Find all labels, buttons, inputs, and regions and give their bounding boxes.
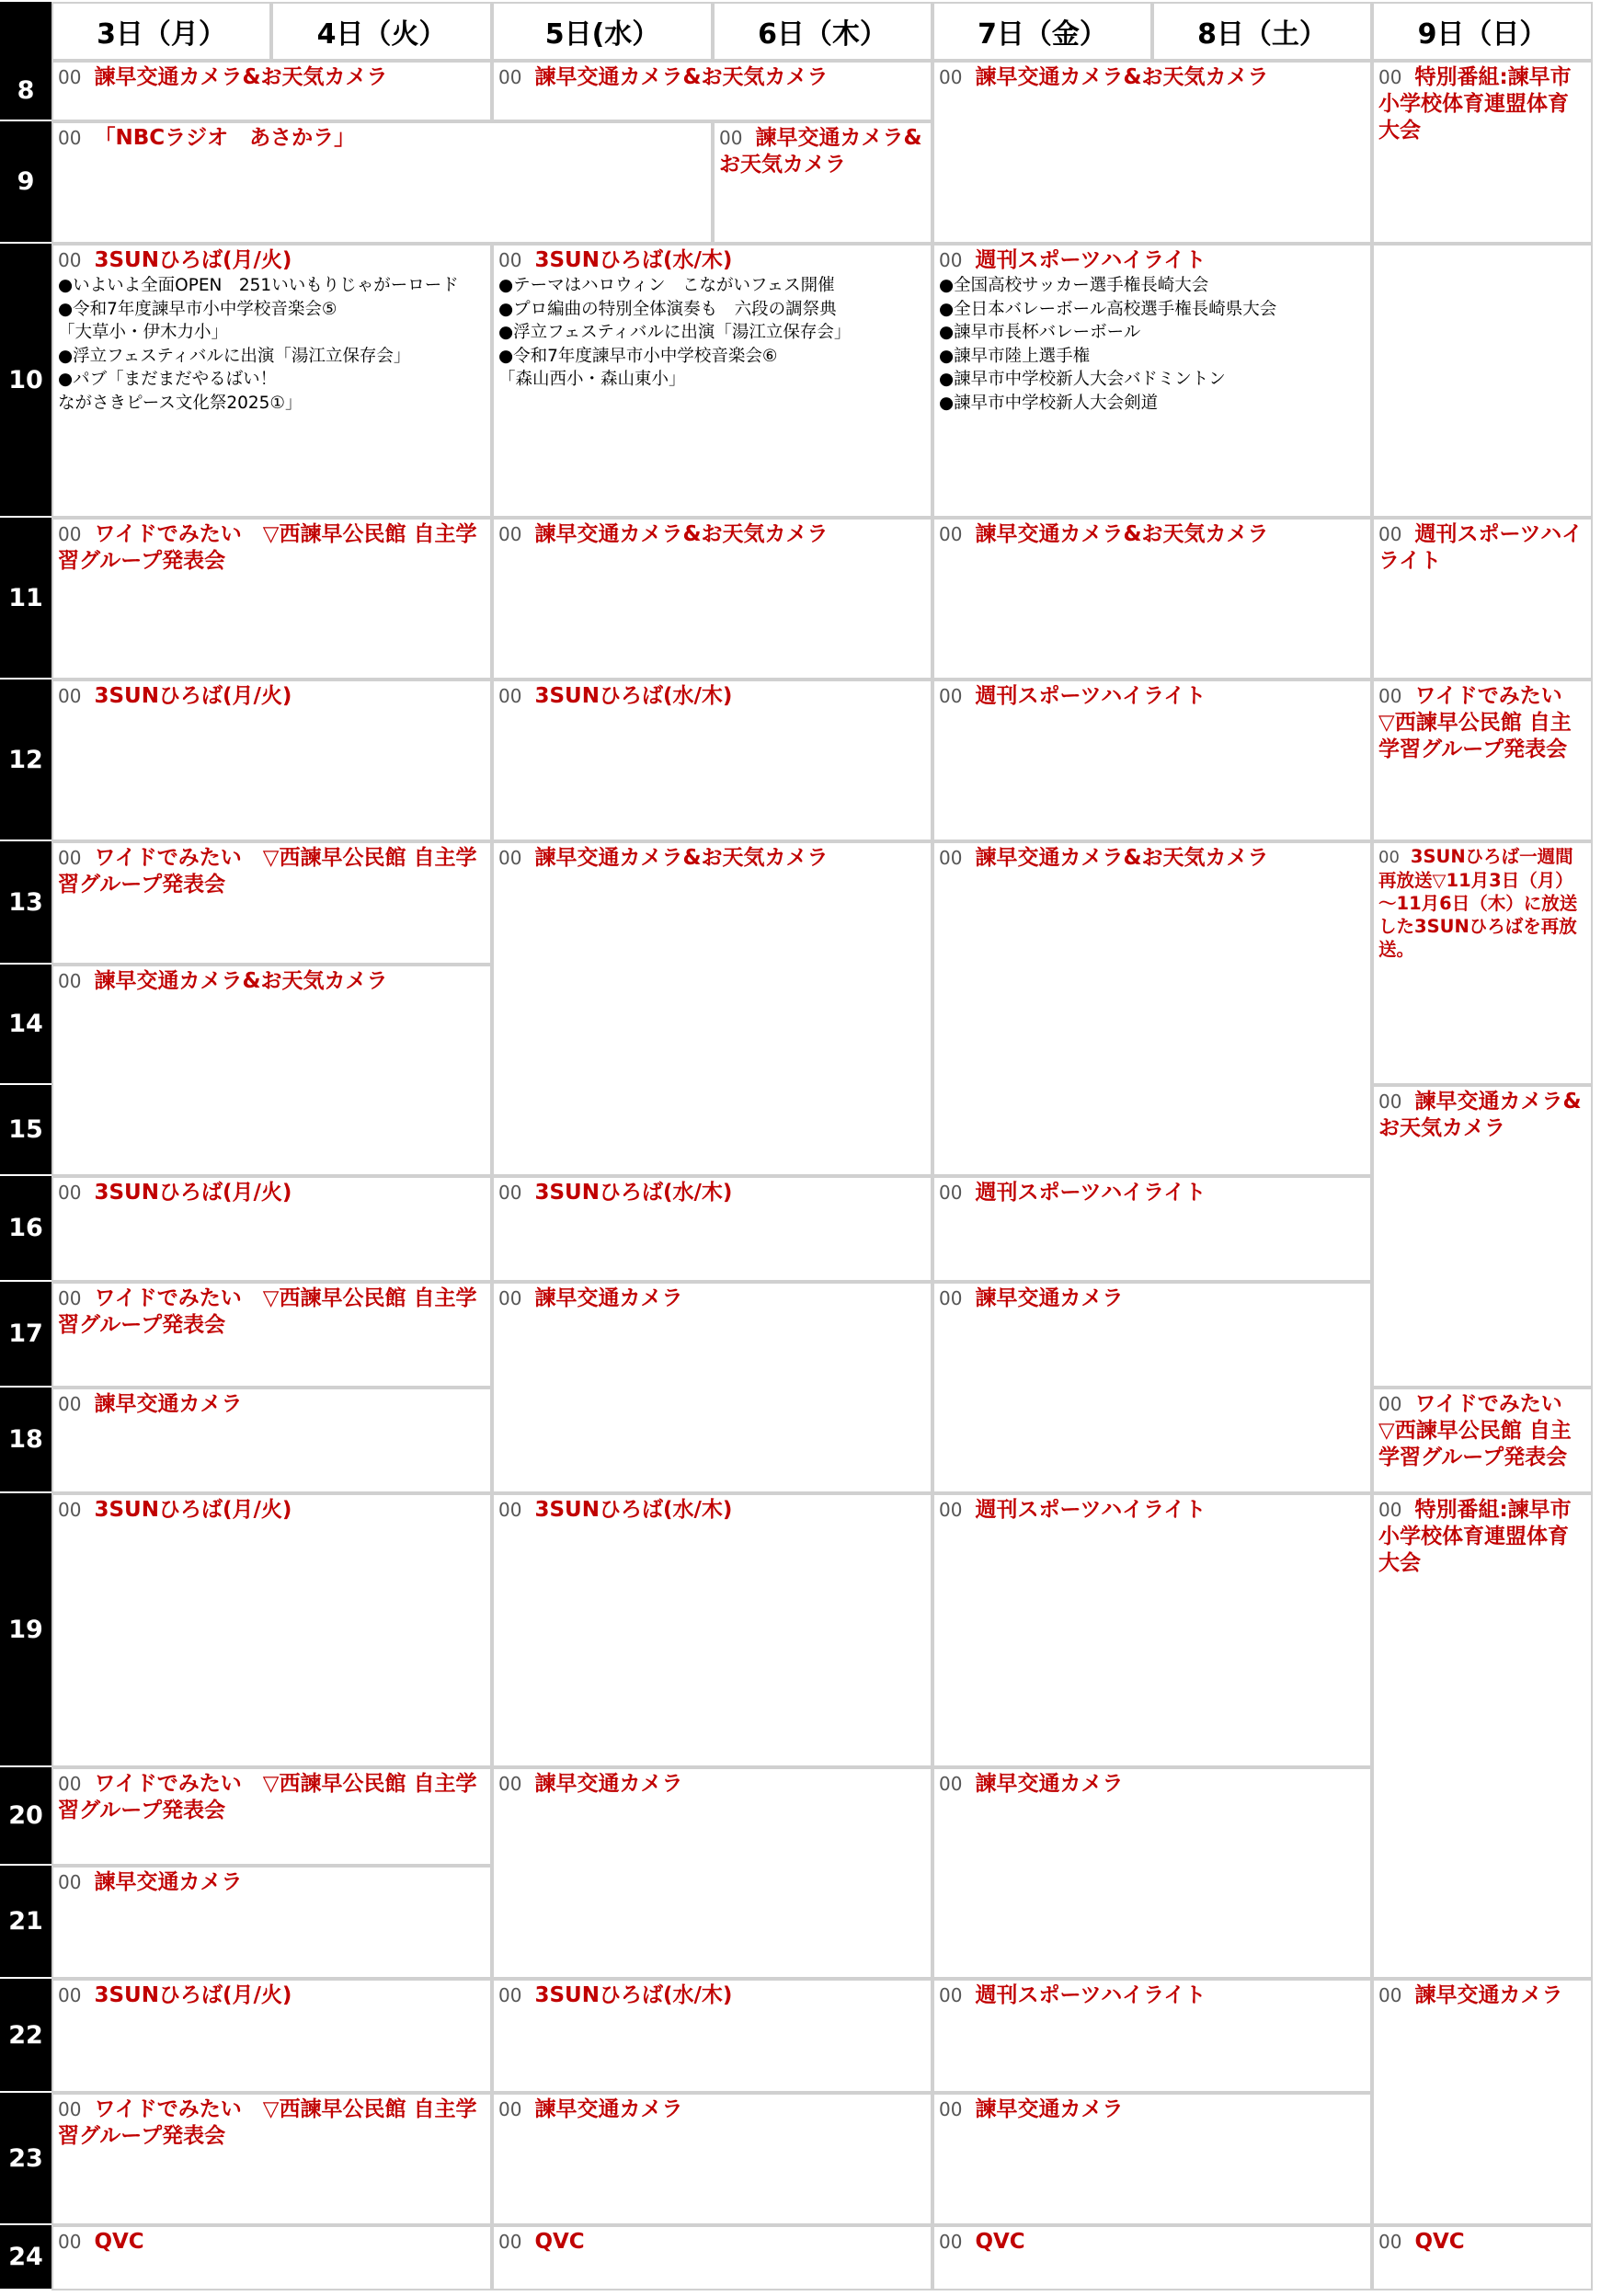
program-detail-line: ●浮立フェスティバルに出演「湯江立保存会」 <box>58 346 411 366</box>
start-minute: 00 <box>498 685 522 707</box>
program-detail-line: ●諫早市陸上選手権 <box>939 346 1091 366</box>
hour-label: 17 <box>0 1282 51 1388</box>
program-title <box>1378 2229 1585 2256</box>
program-name: 諫早交通カメラ <box>94 1870 243 1894</box>
program-name: 諫早交通カメラ&お天気カメラ <box>975 522 1269 546</box>
program-detail-line: ながさきピース文化祭2025①」 <box>58 393 303 413</box>
program-name: 3SUNひろば(水/木) <box>534 1983 733 2007</box>
start-minute: 00 <box>58 2098 82 2120</box>
program-title <box>58 2229 485 2256</box>
start-minute: 00 <box>719 127 743 149</box>
program-cell[interactable] <box>932 2093 1372 2225</box>
program-detail-line: ●全国高校サッカー選手権長崎大会 <box>939 276 1209 295</box>
program-name: ワイドでみたい ▽西諫早公民館 自主学習グループ発表会 <box>58 1286 477 1337</box>
program-name: 週刊スポーツハイライト <box>975 1983 1206 2007</box>
program-title <box>58 1180 485 1206</box>
program-name: 特別番組:諫早市小学校体育連盟体育大会 <box>1378 1498 1572 1575</box>
start-minute: 00 <box>939 523 963 545</box>
hour-label: 8 <box>0 61 51 121</box>
program-title <box>939 1180 1365 1206</box>
program-title <box>939 683 1365 710</box>
start-minute: 00 <box>498 1499 522 1521</box>
program-cell[interactable] <box>492 244 932 518</box>
program-detail-line: ●諫早市長杯バレーボール <box>939 323 1141 342</box>
program-title <box>939 1982 1365 2009</box>
hour-label: 19 <box>0 1493 51 1767</box>
program-title <box>58 521 485 575</box>
program-title <box>939 1771 1365 1798</box>
start-minute: 00 <box>58 970 82 992</box>
program-cell[interactable] <box>1372 841 1593 1085</box>
program-cell[interactable] <box>492 2093 932 2225</box>
hour-label: 12 <box>0 680 51 841</box>
start-minute: 00 <box>939 1499 963 1521</box>
start-minute: 00 <box>58 1182 82 1204</box>
start-minute: 00 <box>58 2231 82 2253</box>
program-title <box>58 683 485 710</box>
program-title <box>58 1391 485 1418</box>
start-minute: 00 <box>58 1984 82 2006</box>
program-name: 諫早交通カメラ&お天気カメラ <box>975 65 1269 89</box>
program-detail-line: ●いよいよ全面OPEN 251いいもりじゃがーロード <box>58 276 459 295</box>
program-title <box>1378 1391 1585 1471</box>
program-detail-line: ●プロ編曲の特別全体演奏も 六段の調祭典 <box>498 299 837 319</box>
program-name: 諫早交通カメラ <box>975 2097 1124 2121</box>
program-detail-line: ●諫早市中学校新人大会剣道 <box>939 393 1159 413</box>
program-cell[interactable] <box>51 1979 492 2093</box>
program-cell[interactable] <box>51 1176 492 1282</box>
program-name: 諫早交通カメラ&お天気カメラ <box>719 126 922 177</box>
program-title <box>939 845 1365 872</box>
program-name: 3SUNひろば(月/火) <box>94 1983 292 2007</box>
program-cell[interactable] <box>492 2225 932 2290</box>
start-minute: 00 <box>58 66 82 88</box>
program-name: ワイドでみたい ▽西諫早公民館 自主学習グループ発表会 <box>1378 1392 1584 1469</box>
hour-label: 10 <box>0 244 51 518</box>
program-title <box>1378 683 1585 763</box>
program-cell[interactable] <box>51 1388 492 1493</box>
program-title <box>58 1285 485 1339</box>
start-minute: 00 <box>939 1773 963 1795</box>
start-minute: 00 <box>58 249 82 271</box>
program-name: 諫早交通カメラ&お天気カメラ <box>975 846 1269 870</box>
program-title <box>1378 521 1585 575</box>
program-detail-line: ●令和7年度諫早市小中学校音楽会⑤ <box>58 299 337 319</box>
hour-label: 22 <box>0 1979 51 2093</box>
program-name: ワイドでみたい ▽西諫早公民館 自主学習グループ発表会 <box>58 1772 477 1822</box>
start-minute: 00 <box>939 66 963 88</box>
program-name: 諫早交通カメラ <box>534 1772 683 1796</box>
program-detail-line: ●諫早市中学校新人大会バドミントン <box>939 370 1226 389</box>
program-name: 3SUNひろば(月/火) <box>94 248 292 272</box>
program-name: 諫早交通カメラ&お天気カメラ <box>94 969 388 993</box>
program-cell[interactable] <box>932 1767 1372 1979</box>
program-detail-line: ●令和7年度諫早市小中学校音楽会⑥ <box>498 346 778 366</box>
program-name: 3SUNひろば(月/火) <box>94 1181 292 1205</box>
program-cell[interactable] <box>492 61 932 121</box>
start-minute: 00 <box>58 127 82 149</box>
program-cell[interactable] <box>51 2093 492 2225</box>
program-cell[interactable] <box>51 680 492 841</box>
program-title <box>939 1497 1365 1524</box>
program-cell[interactable] <box>932 680 1372 841</box>
program-name: 諫早交通カメラ&お天気カメラ <box>534 522 829 546</box>
program-cell[interactable] <box>932 61 1372 244</box>
program-name: 3SUNひろば(水/木) <box>534 1181 733 1205</box>
program-title <box>1378 1089 1585 1142</box>
start-minute: 00 <box>498 1182 522 1204</box>
program-name: 3SUNひろば(月/火) <box>94 684 292 708</box>
program-name: ワイドでみたい ▽西諫早公民館 自主学習グループ発表会 <box>58 522 477 573</box>
program-cell[interactable] <box>492 841 932 1176</box>
start-minute: 00 <box>1378 1984 1402 2006</box>
program-title <box>58 1869 485 1896</box>
program-cell[interactable] <box>51 244 492 518</box>
program-title <box>58 845 485 898</box>
start-minute: 00 <box>58 1393 82 1415</box>
program-cell[interactable] <box>492 1979 932 2093</box>
program-cell[interactable] <box>51 121 713 244</box>
hour-label: 16 <box>0 1176 51 1282</box>
program-cell[interactable] <box>1372 1085 1593 1388</box>
start-minute: 00 <box>498 249 522 271</box>
program-cell[interactable] <box>492 1282 932 1493</box>
start-minute: 00 <box>58 1773 82 1795</box>
program-cell[interactable] <box>1372 244 1593 518</box>
program-detail-line: ●全日本バレーボール高校選手権長崎県大会 <box>939 299 1277 319</box>
start-minute: 00 <box>498 847 522 869</box>
program-title <box>498 1497 925 1524</box>
program-cell[interactable] <box>492 1767 932 1979</box>
program-cell[interactable] <box>932 2225 1372 2290</box>
program-name: 諫早交通カメラ <box>534 2097 683 2121</box>
start-minute: 00 <box>58 1871 82 1893</box>
day-header: 3日（月） <box>51 2 271 61</box>
program-cell[interactable] <box>932 1493 1372 1767</box>
program-cell[interactable] <box>492 1493 932 1767</box>
start-minute: 00 <box>58 1499 82 1521</box>
program-title <box>1378 64 1585 144</box>
program-name: 3SUNひろば(水/木) <box>534 684 733 708</box>
program-cell[interactable] <box>1372 1979 1593 2225</box>
program-cell[interactable] <box>932 841 1372 1176</box>
program-title <box>58 247 485 274</box>
program-cell[interactable] <box>51 1282 492 1388</box>
program-name: 週刊スポーツハイライト <box>975 684 1206 708</box>
program-name: QVC <box>534 2230 585 2254</box>
program-title <box>498 2096 925 2123</box>
program-detail-line: ●テーマはハロウィン こながいフェス開催 <box>498 276 835 295</box>
program-detail-line: 「森山西小・森山東小」 <box>498 370 686 389</box>
day-header: 6日（木） <box>713 2 932 61</box>
program-title <box>939 2229 1365 2256</box>
program-title <box>58 2096 485 2150</box>
program-cell[interactable] <box>932 244 1372 518</box>
program-cell[interactable] <box>1372 61 1593 244</box>
program-name: 諫早交通カメラ <box>1414 1983 1563 2007</box>
program-name: 諫早交通カメラ&お天気カメラ <box>1378 1090 1582 1140</box>
program-cell[interactable] <box>932 1979 1372 2093</box>
program-cell[interactable] <box>932 518 1372 680</box>
start-minute: 00 <box>1378 685 1402 707</box>
program-title <box>1378 1982 1585 2009</box>
start-minute: 00 <box>939 2231 963 2253</box>
start-minute: 00 <box>1378 848 1400 867</box>
start-minute: 00 <box>58 523 82 545</box>
program-name: ワイドでみたい ▽西諫早公民館 自主学習グループ発表会 <box>58 846 477 897</box>
start-minute: 00 <box>498 1287 522 1309</box>
start-minute: 00 <box>939 1182 963 1204</box>
program-title <box>939 247 1365 274</box>
program-title <box>939 2096 1365 2123</box>
program-cell[interactable] <box>51 1767 492 1866</box>
program-name: ワイドでみたい ▽西諫早公民館 自主学習グループ発表会 <box>1378 684 1584 761</box>
hour-label: 18 <box>0 1388 51 1493</box>
program-name: ワイドでみたい ▽西諫早公民館 自主学習グループ発表会 <box>58 2097 477 2148</box>
program-title <box>939 1285 1365 1312</box>
program-cell[interactable] <box>51 1866 492 1979</box>
program-title <box>939 64 1365 91</box>
day-header: 5日(水） <box>492 2 713 61</box>
program-title <box>498 683 925 710</box>
program-name: 週刊スポーツハイライト <box>975 1181 1206 1205</box>
program-name: QVC <box>1414 2230 1465 2254</box>
program-title <box>498 1180 925 1206</box>
start-minute: 00 <box>939 2098 963 2120</box>
day-header: 8日（土） <box>1152 2 1372 61</box>
start-minute: 00 <box>939 1287 963 1309</box>
program-title <box>58 1771 485 1824</box>
program-cell[interactable] <box>51 965 492 1176</box>
program-title <box>498 247 925 274</box>
program-name: 3SUNひろば(月/火) <box>94 1498 292 1522</box>
hour-label: 24 <box>0 2225 51 2290</box>
start-minute: 00 <box>498 66 522 88</box>
program-title <box>1378 845 1585 961</box>
start-minute: 00 <box>1378 1091 1402 1113</box>
start-minute: 00 <box>498 1984 522 2006</box>
start-minute: 00 <box>1378 1393 1402 1415</box>
day-header: 9日（日） <box>1372 2 1593 61</box>
program-cell[interactable] <box>1372 1493 1593 1979</box>
program-title <box>498 1982 925 2009</box>
start-minute: 00 <box>1378 2231 1402 2253</box>
program-detail-line: ●浮立フェスティバルに出演「湯江立保存会」 <box>498 323 852 342</box>
program-title <box>58 125 705 152</box>
start-minute: 00 <box>58 685 82 707</box>
program-cell[interactable] <box>1372 2225 1593 2290</box>
program-title <box>58 1497 485 1524</box>
program-title <box>498 1771 925 1798</box>
program-title <box>498 521 925 548</box>
program-detail-line: ●パブ「まだまだやるばい！ <box>58 370 278 389</box>
program-name: QVC <box>94 2230 144 2254</box>
hour-label: 15 <box>0 1085 51 1176</box>
program-cell[interactable] <box>51 841 492 965</box>
program-name: 3SUNひろば(水/木) <box>534 1498 733 1522</box>
program-cell[interactable] <box>51 2225 492 2290</box>
start-minute: 00 <box>939 847 963 869</box>
start-minute: 00 <box>939 685 963 707</box>
program-title <box>58 64 485 91</box>
program-detail-line: 「大草小・伊木力小」 <box>58 323 229 342</box>
start-minute: 00 <box>498 2098 522 2120</box>
program-cell[interactable] <box>492 680 932 841</box>
program-cell[interactable] <box>51 1493 492 1767</box>
hour-label: 23 <box>0 2093 51 2225</box>
program-name: 週刊スポーツハイライト <box>975 1498 1206 1522</box>
corner-cell <box>0 2 51 61</box>
start-minute: 00 <box>939 249 963 271</box>
program-cell[interactable] <box>932 1282 1372 1493</box>
day-header: 7日（金） <box>932 2 1152 61</box>
start-minute: 00 <box>498 2231 522 2253</box>
program-cell[interactable] <box>1372 518 1593 680</box>
program-title <box>719 125 925 178</box>
program-cell[interactable] <box>492 518 932 680</box>
program-name: 「NBCラジオ あさかラ」 <box>94 126 356 150</box>
program-title <box>1378 1497 1585 1577</box>
program-cell[interactable] <box>51 518 492 680</box>
program-name: 諫早交通カメラ <box>975 1286 1124 1310</box>
day-header: 4日（火） <box>271 2 492 61</box>
program-name: 3SUNひろば(水/木) <box>534 248 733 272</box>
hour-label: 20 <box>0 1767 51 1866</box>
hour-label: 13 <box>0 841 51 965</box>
start-minute: 00 <box>1378 523 1402 545</box>
program-cell[interactable] <box>51 61 492 121</box>
program-name: 3SUNひろば一週間再放送▽11月3日（月）～11月6日（木）に放送した3SUNひろばを再放送。 <box>1378 846 1578 960</box>
start-minute: 00 <box>58 1287 82 1309</box>
program-title <box>939 521 1365 548</box>
program-name: 諫早交通カメラ&お天気カメラ <box>534 65 829 89</box>
program-name: 特別番組:諫早市小学校体育連盟体育大会 <box>1378 65 1572 143</box>
program-cell[interactable] <box>1372 1388 1593 1493</box>
program-cell[interactable] <box>1372 680 1593 841</box>
program-name: 週刊スポーツハイライト <box>1378 522 1584 573</box>
program-name: 諫早交通カメラ&お天気カメラ <box>534 846 829 870</box>
program-title <box>498 845 925 872</box>
program-name: QVC <box>975 2230 1025 2254</box>
program-cell[interactable] <box>932 1176 1372 1282</box>
program-title <box>498 1285 925 1312</box>
start-minute: 00 <box>1378 1499 1402 1521</box>
start-minute: 00 <box>939 1984 963 2006</box>
program-title <box>498 2229 925 2256</box>
start-minute: 00 <box>498 523 522 545</box>
hour-label: 21 <box>0 1866 51 1979</box>
program-name: 週刊スポーツハイライト <box>975 248 1206 272</box>
hour-label: 9 <box>0 121 51 244</box>
program-name: 諫早交通カメラ <box>94 1392 243 1416</box>
program-title <box>58 968 485 995</box>
start-minute: 00 <box>58 847 82 869</box>
program-title <box>58 1982 485 2009</box>
program-name: 諫早交通カメラ <box>975 1772 1124 1796</box>
program-name: 諫早交通カメラ <box>534 1286 683 1310</box>
hour-label: 14 <box>0 965 51 1085</box>
program-title <box>498 64 925 91</box>
program-cell[interactable] <box>713 121 932 244</box>
program-cell[interactable] <box>492 1176 932 1282</box>
hour-label: 11 <box>0 518 51 680</box>
start-minute: 00 <box>1378 66 1402 88</box>
program-name: 諫早交通カメラ&お天気カメラ <box>94 65 388 89</box>
start-minute: 00 <box>498 1773 522 1795</box>
